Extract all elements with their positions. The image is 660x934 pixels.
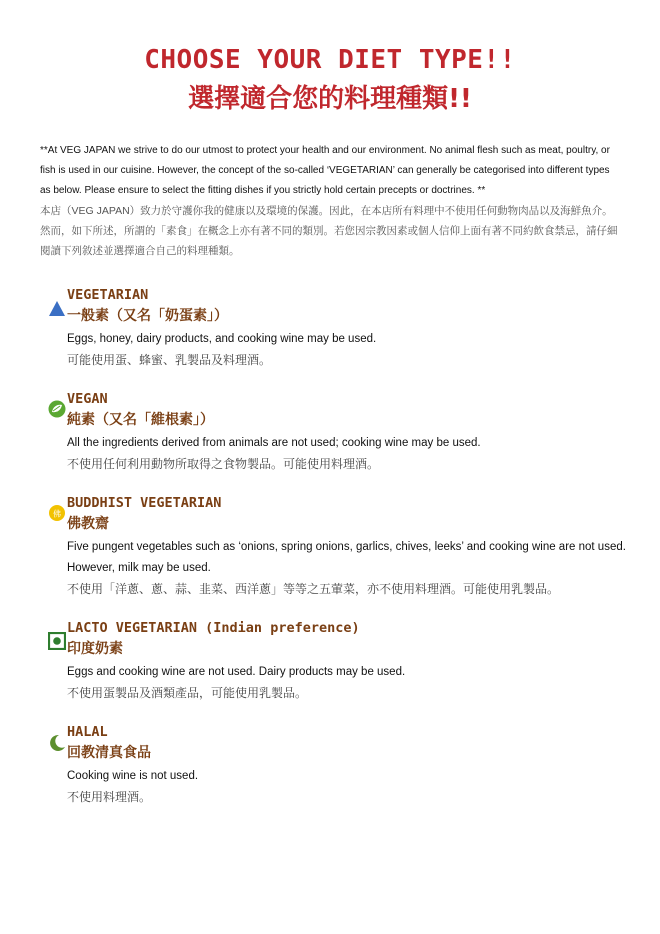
section-title-en: VEGAN (67, 391, 108, 407)
section-desc-en: Eggs, honey, dairy products, and cooking wine may be used. (67, 333, 377, 345)
section-title-zh: 佛教齋 (67, 516, 109, 532)
section-desc-zh: 可能使用蛋、蜂蜜、乳製品及料理酒。 (67, 353, 272, 367)
buddhist-badge-icon (48, 504, 66, 522)
section-desc-zh: 不使用料理酒。 (67, 790, 152, 804)
section-desc-en: Cooking wine is not used. (67, 770, 199, 782)
triangle-icon (48, 300, 66, 318)
section-title-zh: 回教清真食品 (67, 745, 151, 761)
section-title-en: LACTO VEGETARIAN (Indian preference) (67, 620, 360, 636)
leaf-icon (48, 400, 66, 418)
section-title-zh: 純素（又名「維根素」） (67, 412, 214, 428)
section-desc-en: All the ingredients derived from animals are not used; cooking wine may be used. (67, 437, 481, 449)
section-desc-en: Eggs and cooking wine are not used. Dairy products may be used. (67, 666, 406, 678)
section-title-en: VEGETARIAN (67, 287, 149, 303)
buddhist-badge-text: 佛 (53, 509, 61, 519)
section-desc-zh: 不使用「洋蔥、蔥、蒜、韭菜、西洋蔥」等等之五葷菜，亦不使用料理酒。可能使用乳製品。 (67, 582, 560, 596)
section-title-en: BUDDHIST VEGETARIAN (67, 495, 222, 511)
page-title-zh: 選擇適合您的料理種類!! (188, 84, 472, 114)
intro-text-zh: 本店（VEG JAPAN）致力於守護你我的健康以及環境的保護。因此，在本店所有料理中不使用任何動物肉品以及海鮮魚介。然而，如下所述，所謂的「素食」在概念上亦有著不同的類別。若您因宗教因素或個人信仰上面有著不同約飲食禁忌，請仔細閱讀下列敘述並選擇適合自己的料理種類。 (40, 205, 618, 257)
section-title-en: HALAL (67, 724, 108, 740)
section-desc-en: Five pungent vegetables such as ‘onions, spring onions, garlics, chives, leeks’ and cooking wine are not used. However, milk may be used. (67, 541, 626, 574)
intro-text-en: **At VEG JAPAN we strive to do our utmost to protect your health and our environment. No animal flesh such as meat, poultry, or fish is used in our cuisine. However, the concept of the so-called ‘VEGETARIAN’ can generally be categorised into different types as below. Please ensure to select the fitting dishes if you strictly hold certain precepts or doctrines. ** (40, 145, 610, 196)
section-desc-zh: 不使用任何利用動物所取得之食物製品。可能使用料理酒。 (67, 457, 380, 471)
page-header (0, 44, 660, 116)
section-desc-zh: 不使用蛋製品及酒類產品，可能使用乳製品。 (67, 686, 308, 700)
crescent-moon-icon (48, 734, 66, 752)
section-title-zh: 一般素（又名「奶蛋素」） (67, 308, 228, 324)
square-dot-icon (48, 632, 66, 650)
buddhist-badge-shape (48, 504, 66, 522)
section-title-zh: 印度奶素 (67, 641, 123, 657)
page-title-en: CHOOSE YOUR DIET TYPE!! (144, 45, 516, 75)
